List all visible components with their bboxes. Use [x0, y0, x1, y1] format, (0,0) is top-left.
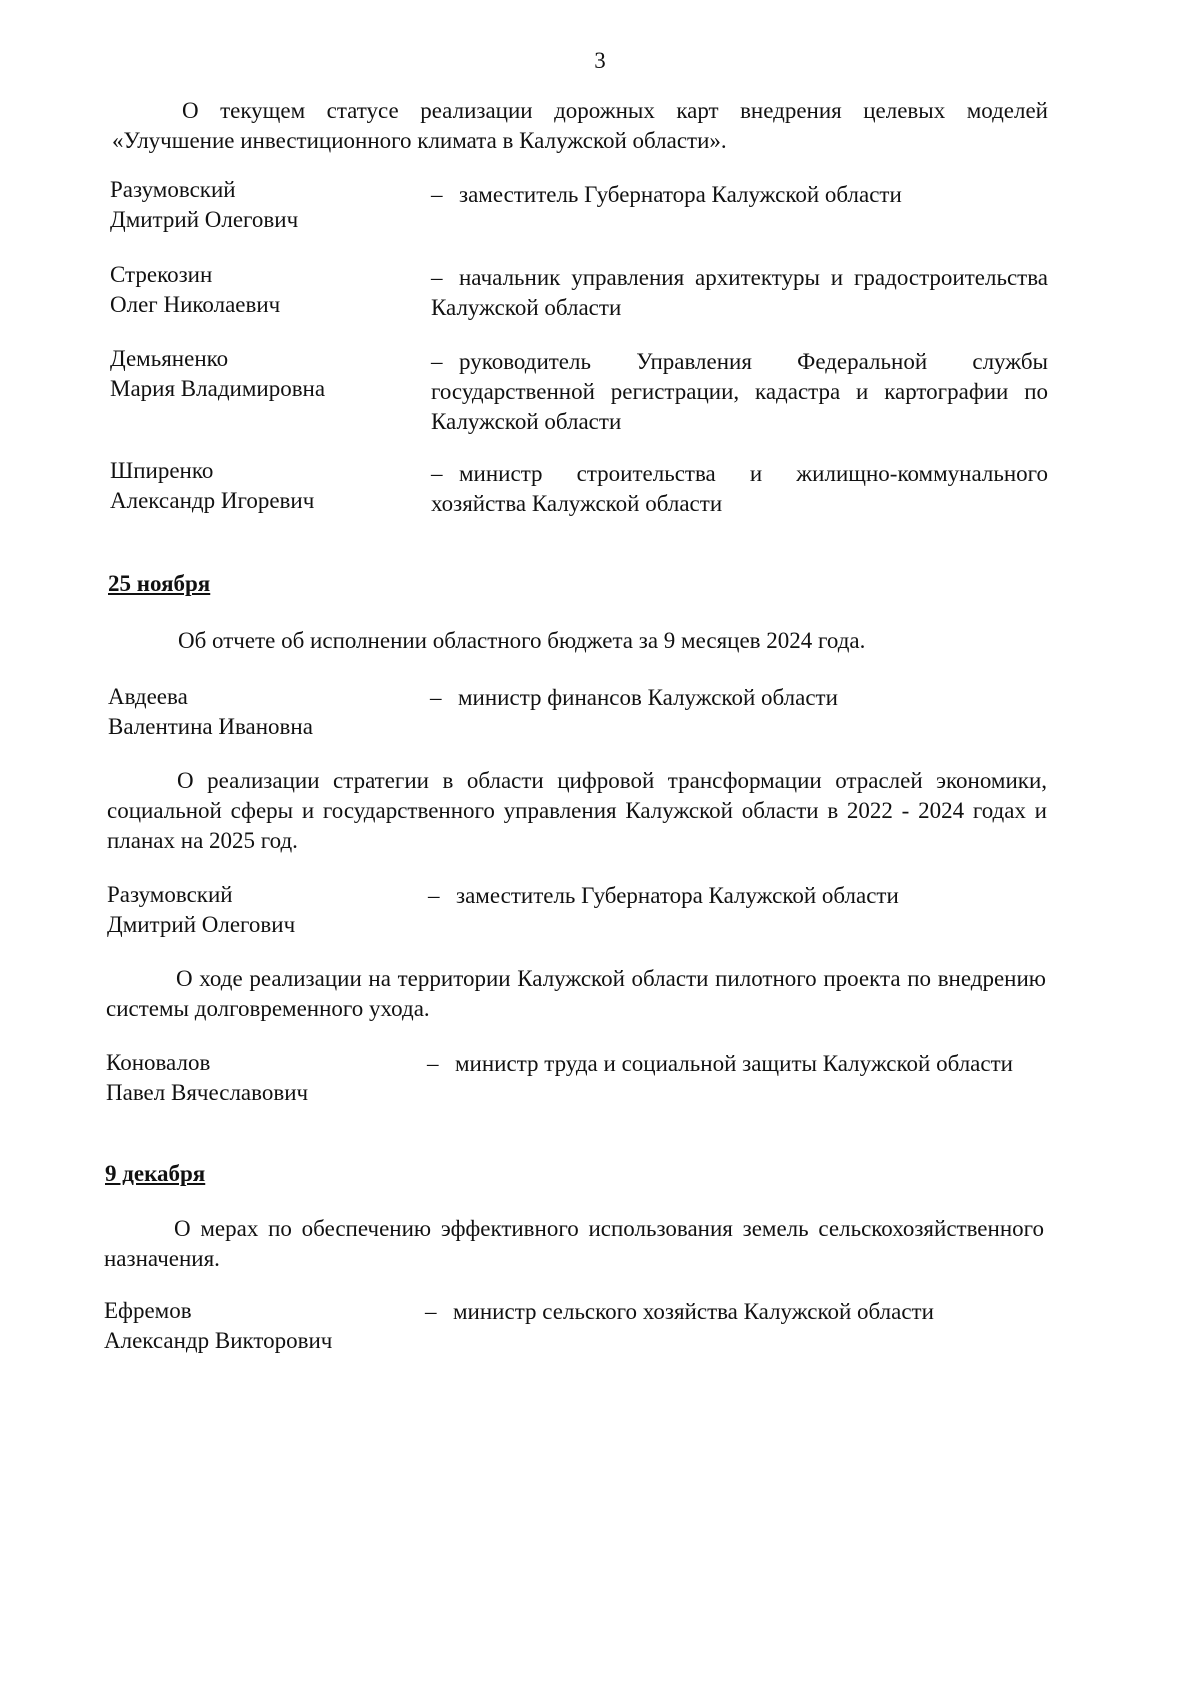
topic-paragraph: О текущем статусе реализации дорожных карт внедрения целевых моделей «Улучшение инвестиционного климата в Калужской области».: [112, 98, 1048, 153]
speaker-name: Стрекозин Олег Николаевич: [110, 262, 281, 317]
speaker-name: Шпиренко Александр Игоревич: [110, 458, 315, 513]
speaker-role: – руководитель Управления Федеральной службы государственной регистрации, кадастра и картографии по Калужской области: [431, 349, 1048, 434]
speaker-role: – министр сельского хозяйства Калужской области: [425, 1299, 934, 1324]
speaker-role: – заместитель Губернатора Калужской области: [428, 883, 899, 908]
topic-paragraph: Об отчете об исполнении областного бюджета за 9 месяцев 2024 года.: [178, 628, 866, 653]
speaker-role: – заместитель Губернатора Калужской области: [431, 182, 902, 207]
speaker-name: Разумовский Дмитрий Олегович: [110, 177, 299, 232]
page-number: 3: [594, 48, 606, 73]
speaker-name: Ефремов Александр Викторович: [104, 1298, 333, 1353]
speaker-role: – министр труда и социальной защиты Калужской области: [427, 1051, 1013, 1076]
speaker-name: Разумовский Дмитрий Олегович: [107, 882, 296, 937]
speaker-role: – министр строительства и жилищно-коммунального хозяйства Калужской области: [431, 461, 1048, 516]
topic-paragraph: О мерах по обеспечению эффективного использования земель сельскохозяйственного назначения.: [104, 1216, 1044, 1271]
section-date: 9 декабря: [105, 1161, 206, 1186]
speaker-role: – министр финансов Калужской области: [430, 685, 838, 710]
topic-paragraph: О ходе реализации на территории Калужской области пилотного проекта по внедрению системы долговременного ухода.: [106, 966, 1046, 1021]
speaker-name: Коновалов Павел Вячеславович: [106, 1050, 309, 1105]
section-date: 25 ноября: [108, 571, 211, 596]
speaker-name: Авдеева Валентина Ивановна: [108, 684, 313, 739]
speaker-name: Демьяненко Мария Владимировна: [110, 346, 326, 401]
speaker-role: – начальник управления архитектуры и градостроительства Калужской области: [431, 265, 1048, 320]
topic-paragraph: О реализации стратегии в области цифровой трансформации отраслей экономики, социальной сферы и государственного управления Калужской области в 2022 - 2024 годах и планах на 2025 год.: [107, 768, 1047, 853]
